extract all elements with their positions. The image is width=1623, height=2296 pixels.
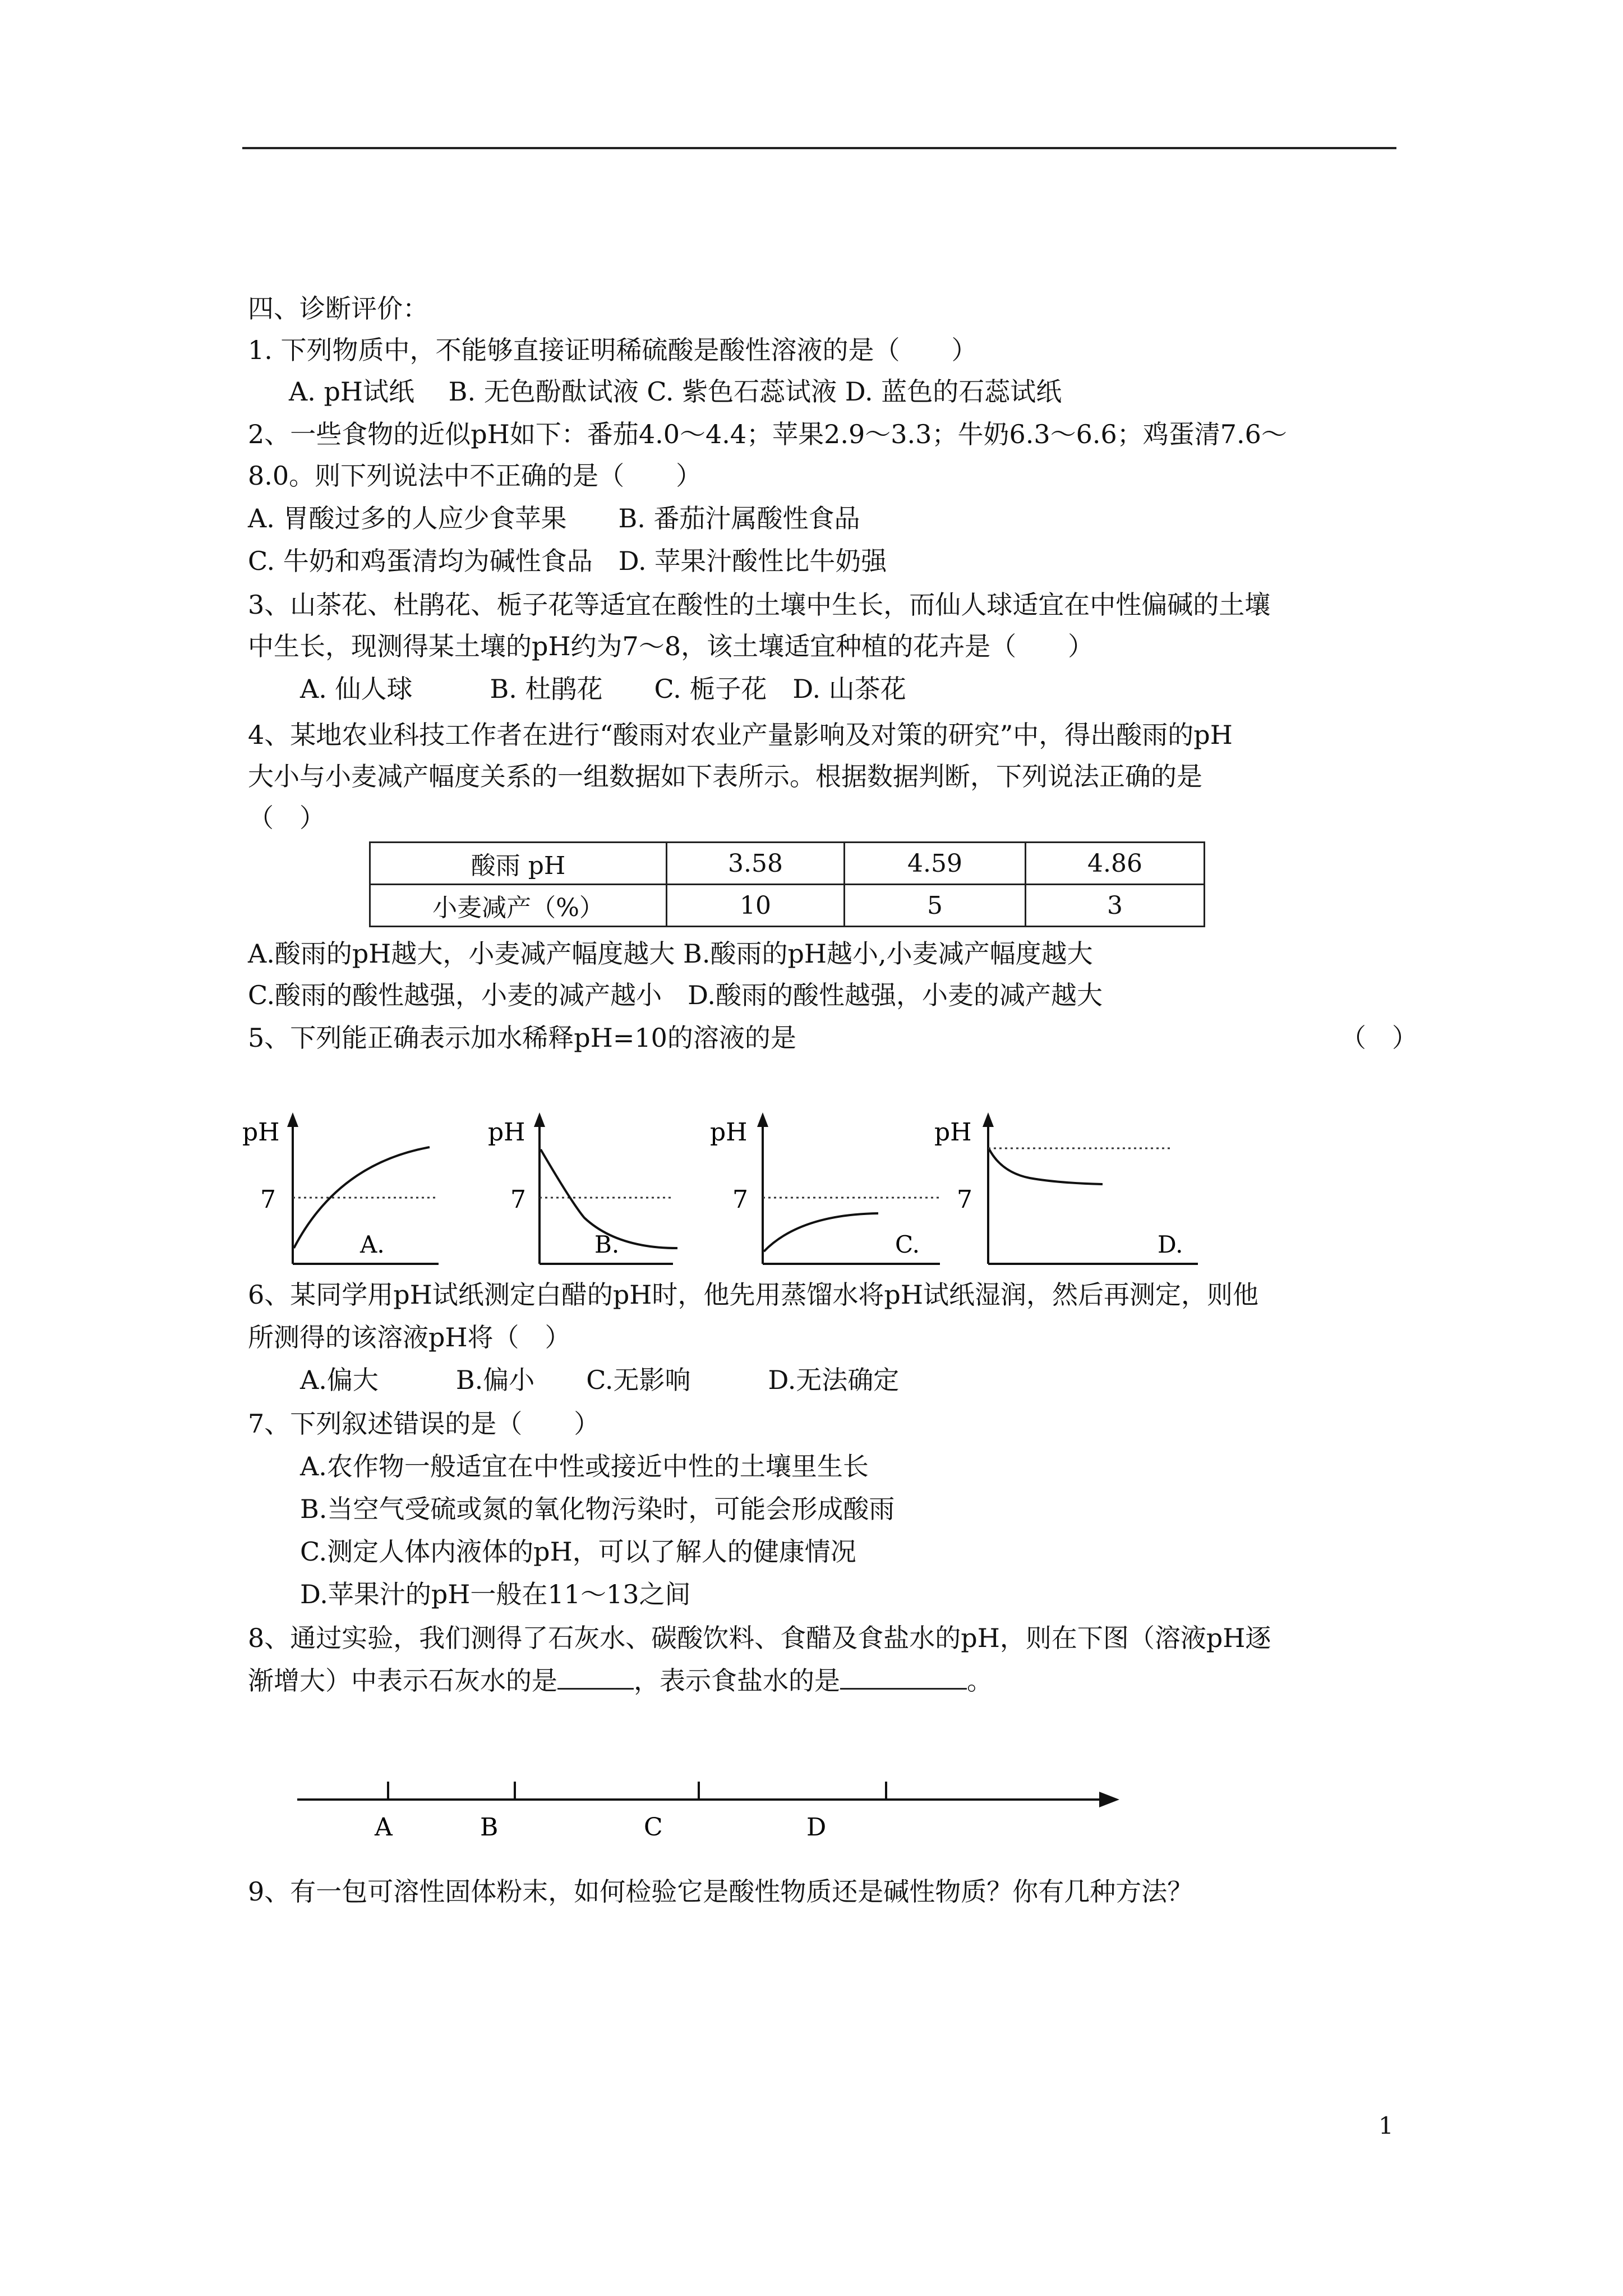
graph-option-label: A. xyxy=(360,1231,385,1258)
q7-option-a: A.农作物一般适宜在中性或接近中性的土壤里生长 xyxy=(300,1451,869,1481)
section-title: 四、诊断评价： xyxy=(248,293,428,324)
y-axis-arrow xyxy=(287,1112,298,1127)
graph-y-label: pH xyxy=(934,1118,972,1147)
q8-stem-line2 xyxy=(248,1664,993,1697)
graph-ref-label: 7 xyxy=(260,1185,276,1214)
q2-options-line1: A. 胃酸过多的人应少食苹果 B. 番茄汁属酸性食品 xyxy=(248,503,860,533)
number-line-label-c: C xyxy=(644,1813,663,1842)
q7-option-d: D.苹果汁的pH一般在11～13之间 xyxy=(300,1579,691,1609)
q3-stem-line2: 中生长，现测得某土壤的pH约为7～8，该土壤适宜种植的花卉是（ ） xyxy=(248,631,1094,661)
page-number: 1 xyxy=(1378,2112,1394,2139)
q4-stem-line2: 大小与小麦减产幅度关系的一组数据如下表所示。根据数据判断，下列说法正确的是 xyxy=(248,761,1202,792)
q1-stem: 1. 下列物质中，不能够直接证明稀硫酸是酸性溶液的是（ ） xyxy=(248,335,978,365)
table-header-yield: 小麦减产（%） xyxy=(370,885,667,927)
table-cell: 3 xyxy=(1026,885,1205,927)
q7-option-c: C.测定人体内液体的pH，可以了解人的健康情况 xyxy=(300,1536,856,1567)
graph-b xyxy=(488,1108,690,1276)
table-cell: 4.59 xyxy=(845,843,1026,885)
q2-options-line2: C. 牛奶和鸡蛋清均为碱性食品 D. 苹果汁酸性比牛奶强 xyxy=(248,546,887,576)
q8-saltwater-blank[interactable] xyxy=(840,1665,967,1690)
q6-options: A.偏大 B.偏小 C.无影响 D.无法确定 xyxy=(300,1365,900,1395)
graph-y-label: pH xyxy=(488,1118,525,1147)
q4-options-line2: C.酸雨的酸性越强，小麦的减产越小 D.酸雨的酸性越强，小麦的减产越大 xyxy=(248,980,1103,1010)
graph-curve xyxy=(764,1213,878,1251)
q8-limewater-blank[interactable] xyxy=(557,1665,634,1690)
graph-option-label: B. xyxy=(594,1231,620,1258)
y-axis-arrow xyxy=(983,1112,994,1127)
q5-stem: 5、下列能正确表示加水稀释pH=10的溶液的是 xyxy=(248,1023,796,1053)
graph-d xyxy=(934,1108,1204,1276)
q4-options-line1: A.酸雨的pH越大，小麦减产幅度越大 B.酸雨的pH越小,小麦减产幅度越大 xyxy=(248,938,1093,969)
q4-stem-line1: 4、某地农业科技工作者在进行“酸雨对农业产量影响及对策的研究”中，得出酸雨的pH xyxy=(248,720,1233,750)
graph-curve xyxy=(989,1149,1103,1184)
q2-stem-line2: 8.0。则下列说法中不正确的是（ ） xyxy=(248,461,702,491)
graph-ref-label: 7 xyxy=(732,1185,748,1214)
number-line-label-a: A xyxy=(375,1813,393,1842)
number-line-label-b: B xyxy=(480,1813,499,1842)
q6-stem-line1: 6、某同学用pH试纸测定白醋的pH时，他先用蒸馏水将pH试纸湿润，然后再测定，则他 xyxy=(248,1280,1258,1310)
number-line-arrow xyxy=(1099,1792,1119,1807)
graph-option-label: D. xyxy=(1158,1231,1183,1258)
q3-options: A. 仙人球 B. 杜鹃花 C. 栀子花 D. 山茶花 xyxy=(300,674,906,704)
graph-option-label: C. xyxy=(895,1231,920,1258)
table-cell: 10 xyxy=(667,885,845,927)
q3-stem-line1: 3、山茶花、杜鹃花、栀子花等适宜在酸性的土壤中生长，而仙人球适宜在中性偏碱的土壤 xyxy=(248,590,1271,620)
q8-text-c: 。 xyxy=(967,1665,993,1696)
q8-text-b: ，表示食盐水的是 xyxy=(634,1665,840,1696)
table-row xyxy=(370,843,1205,885)
graph-y-label: pH xyxy=(242,1118,280,1147)
q8-stem-line1: 8、通过实验，我们测得了石灰水、碳酸饮料、食醋及食盐水的pH，则在下图（溶液pH逐 xyxy=(248,1623,1271,1653)
q8-text-a: 渐增大）中表示石灰水的是 xyxy=(248,1665,557,1696)
q5-answer-paren: （ ） xyxy=(1340,1023,1418,1053)
table-row xyxy=(370,885,1205,927)
q4-stem-line3: （ ） xyxy=(248,803,325,833)
graph-a xyxy=(242,1108,444,1276)
q2-stem-line1: 2、一些食物的近似pH如下：番茄4.0～4.4；苹果2.9～3.3；牛奶6.3～6.6；鸡蛋清7.6～ xyxy=(248,419,1287,449)
q7-option-b: B.当空气受硫或氮的氧化物污染时，可能会形成酸雨 xyxy=(300,1494,895,1524)
ph-number-line xyxy=(292,1767,1122,1842)
table-cell: 5 xyxy=(845,885,1026,927)
number-line-label-d: D xyxy=(806,1813,827,1842)
q7-stem: 7、下列叙述错误的是（ ） xyxy=(248,1409,600,1439)
q1-options: A. pH试纸 B. 无色酚酞试液 C. 紫色石蕊试液 D. 蓝色的石蕊试纸 xyxy=(289,376,1062,407)
graph-ref-label: 7 xyxy=(510,1185,526,1214)
q9-stem: 9、有一包可溶性固体粉末，如何检验它是酸性物质还是碱性物质？你有几种方法？ xyxy=(248,1876,1193,1907)
graph-ref-label: 7 xyxy=(957,1185,972,1214)
y-axis-arrow xyxy=(757,1112,768,1127)
graph-c xyxy=(710,1108,946,1276)
acid-rain-table xyxy=(369,841,1205,927)
graph-y-label: pH xyxy=(710,1118,748,1147)
table-header-ph: 酸雨 pH xyxy=(370,843,667,885)
header-rule xyxy=(242,147,1396,149)
table-cell: 3.58 xyxy=(667,843,845,885)
y-axis-arrow xyxy=(534,1112,545,1127)
q6-stem-line2: 所测得的该溶液pH将（ ） xyxy=(248,1322,571,1352)
table-cell: 4.86 xyxy=(1026,843,1205,885)
